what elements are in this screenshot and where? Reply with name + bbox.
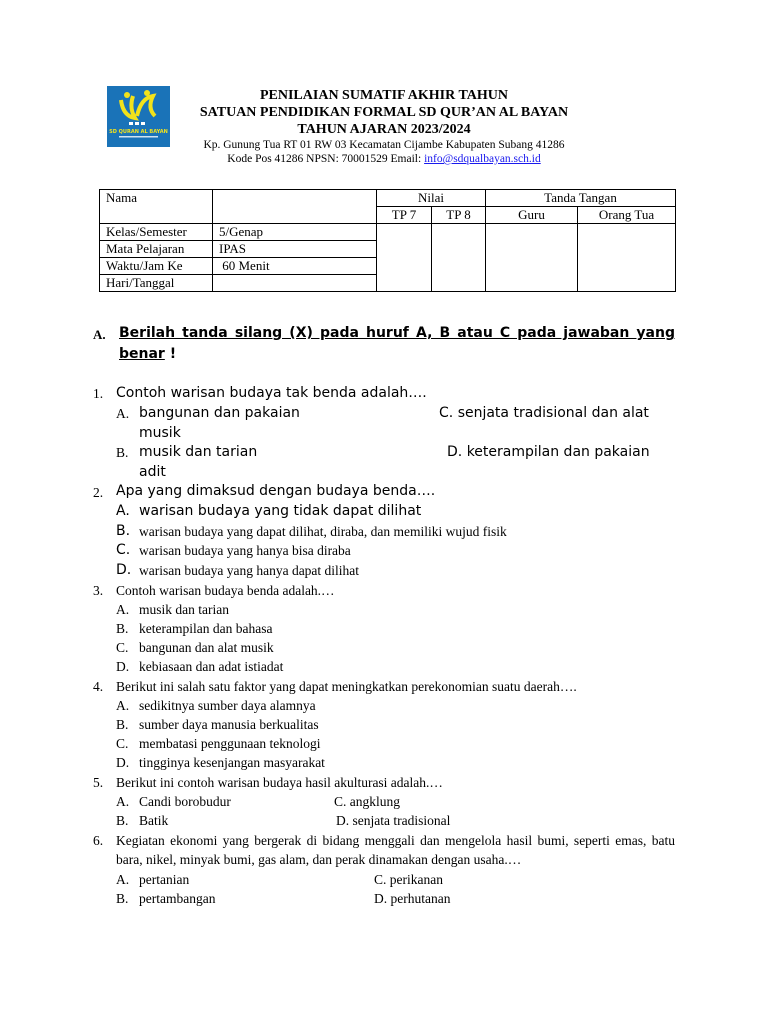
question-text: Apa yang dimaksud dengan budaya benda….: [116, 483, 436, 499]
hari-value[interactable]: [213, 275, 377, 292]
kelas-label: Kelas/Semester: [100, 224, 213, 241]
option-6d[interactable]: D. perhutanan: [374, 891, 451, 906]
guru-header: Guru: [486, 207, 578, 224]
option-1c[interactable]: C. senjata tradisional dan alat: [439, 405, 649, 421]
school-address: Kp. Gunung Tua RT 01 RW 03 Kecamatan Cijambe Kabupaten Subang 41286: [203, 139, 565, 151]
nama-field[interactable]: [213, 190, 377, 224]
question-number: 4.: [93, 679, 104, 694]
tp7-header: TP 7: [377, 207, 432, 224]
exam-title: PENILAIAN SUMATIF AKHIR TAHUN: [259, 88, 508, 103]
mapel-label: Mata Pelajaran: [100, 241, 213, 258]
nama-label: Nama: [100, 190, 213, 224]
question-text: Berikut ini contoh warisan budaya hasil akulturasi adalah.…: [116, 775, 443, 790]
mapel-value[interactable]: IPAS: [213, 241, 377, 258]
question-text: Contoh warisan budaya benda adalah.…: [116, 583, 335, 598]
question-text: Berikut ini salah satu faktor yang dapat meningkatkan perekonomian suatu daerah….: [116, 679, 577, 694]
orang-tua-header: Orang Tua: [578, 207, 676, 224]
section-a-instruction: A. Berilah tanda silang (X) pada huruf A, B atau C pada jawaban yang benar !: [93, 325, 675, 362]
student-info-table: [99, 189, 676, 292]
question-text: Kegiatan ekonomi yang bergerak di bidang menggali dan mengelola hasil bumi, seperti emas, batu bara, nikel, minyak bumi, gas alam, dan perak dinamakan dengan usaha.…: [116, 833, 675, 867]
waktu-label: Waktu/Jam Ke: [100, 258, 213, 275]
guru-signature-cell[interactable]: [486, 224, 578, 292]
tp8-header: TP 8: [432, 207, 486, 224]
school-name: SATUAN PENDIDIKAN FORMAL SD QUR’AN AL BAYAN: [199, 105, 569, 120]
svg-text:SD QURAN AL BAYAN: SD QURAN AL BAYAN: [109, 129, 168, 135]
tp8-score-cell[interactable]: [432, 224, 486, 292]
question-number: 1.: [93, 386, 104, 401]
question-number: 2.: [93, 485, 104, 500]
option-5d[interactable]: D. senjata tradisional: [336, 813, 451, 828]
option-5c[interactable]: C. angklung: [334, 794, 401, 809]
school-contact: Kode Pos 41286 NPSN: 70001529 Email: info@sdqualbayan.sch.id: [227, 153, 541, 165]
academic-year: TAHUN AJARAN 2023/2024: [297, 122, 471, 137]
email-link[interactable]: info@sdqualbayan.sch.id: [424, 153, 541, 165]
option-1c-continued: musik: [139, 425, 181, 441]
question-text: Contoh warisan budaya tak benda adalah….: [116, 385, 427, 401]
logo-emblem-icon: [107, 86, 170, 147]
document-header: [170, 87, 598, 166]
question-number: 5.: [93, 775, 104, 790]
orang-tua-signature-cell[interactable]: [578, 224, 676, 292]
nilai-header: Nilai: [377, 190, 486, 207]
question-number: 6.: [93, 833, 104, 848]
instruction-text: Berilah tanda silang (X) pada huruf A, B atau C pada jawaban yang benar: [119, 325, 675, 362]
hari-label: Hari/Tanggal: [100, 275, 213, 292]
signature-header: Tanda Tangan: [486, 190, 676, 207]
school-logo: [107, 86, 170, 147]
waktu-value[interactable]: 60 Menit: [213, 258, 377, 275]
option-6c[interactable]: C. perikanan: [374, 872, 443, 887]
section-letter: A.: [93, 327, 106, 342]
option-1d-continued: adit: [139, 464, 166, 480]
tp7-score-cell[interactable]: [377, 224, 432, 292]
question-number: 3.: [93, 583, 104, 598]
kelas-value[interactable]: 5/Genap: [213, 224, 377, 241]
option-1d[interactable]: D. keterampilan dan pakaian: [447, 444, 650, 460]
